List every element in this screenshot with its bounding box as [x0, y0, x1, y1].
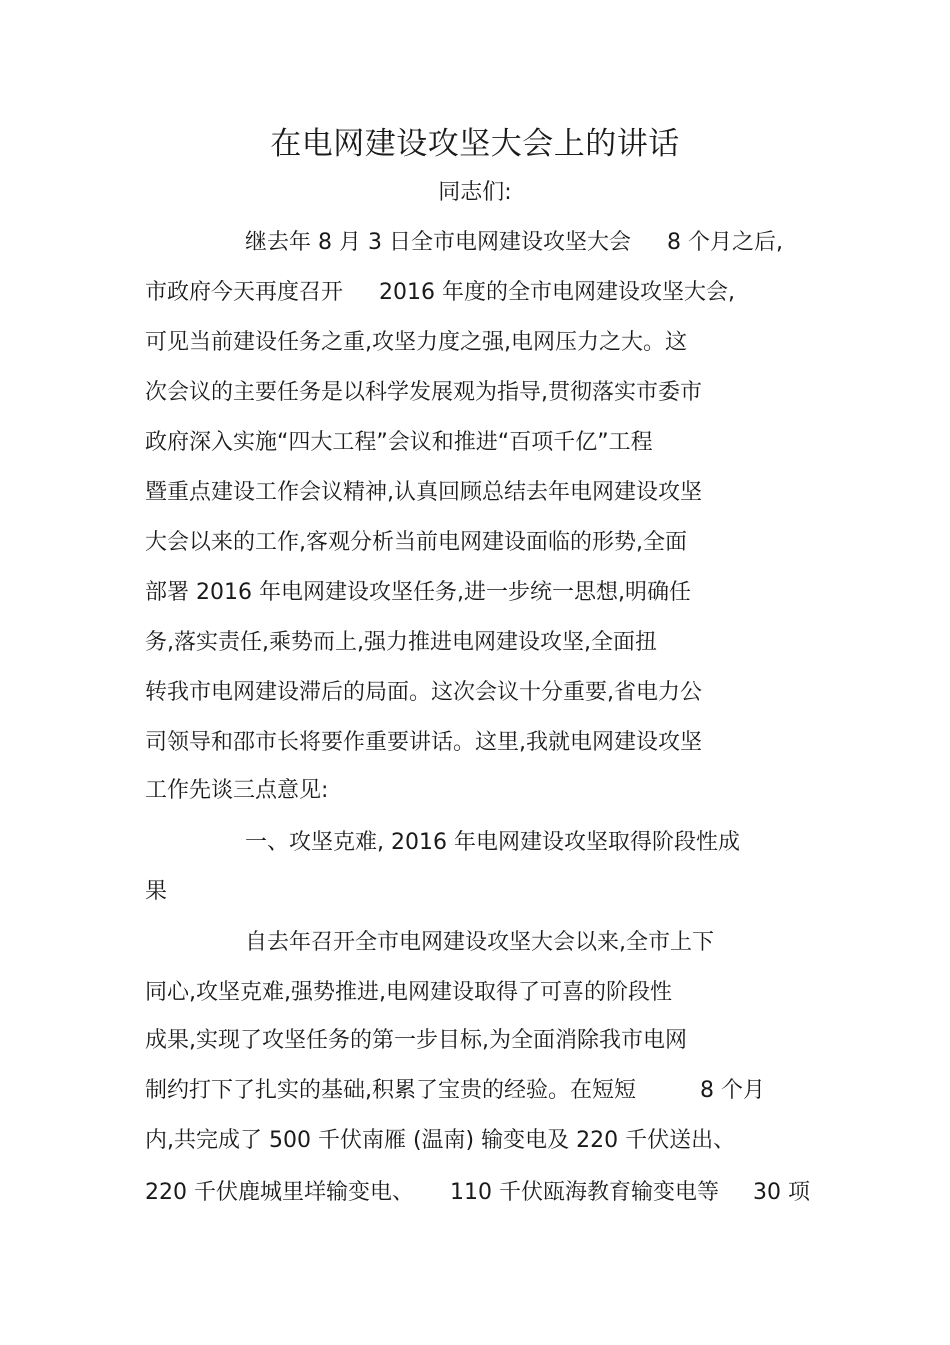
text-segment: 继去年 8 月 3 日全市电网建设攻坚大会 [245, 230, 631, 255]
document-title: 在电网建设攻坚大会上的讲话 [270, 126, 680, 162]
paragraph-line: 暨重点建设工作会议精神,认真回顾总结去年电网建设攻坚 [145, 480, 702, 505]
paragraph-line: 务,落实责任,乘势而上,强力推进电网建设攻坚,全面扭 [145, 630, 657, 655]
section-heading-continuation: 果 [145, 879, 168, 904]
text-segment: 市政府今天再度召开 [145, 280, 344, 305]
paragraph-line [145, 1178, 810, 1208]
paragraph-line: 大会以来的工作,客观分析当前电网建设面临的形势,全面 [145, 530, 687, 555]
text-segment: 8 个月 [700, 1078, 765, 1103]
paragraph-line: 自去年召开全市电网建设攻坚大会以来,全市上下 [245, 930, 714, 955]
salutation: 同志们: [438, 180, 512, 205]
text-segment: 110 千伏瓯海教育输变电等 [450, 1180, 719, 1205]
paragraph-line: 同心,攻坚克难,强势推进,电网建设取得了可喜的阶段性 [145, 980, 672, 1005]
paragraph-line [245, 228, 783, 258]
paragraph-line: 工作先谈三点意见: [145, 778, 329, 803]
paragraph-line: 司领导和邵市长将要作重要讲话。这里,我就电网建设攻坚 [145, 730, 702, 755]
paragraph-line: 转我市电网建设滞后的局面。这次会议十分重要,省电力公 [145, 680, 702, 705]
text-segment: 8 个月之后, [666, 230, 783, 255]
text-segment: 220 千伏鹿城里垟输变电、 [145, 1180, 414, 1205]
paragraph-line: 次会议的主要任务是以科学发展观为指导,贯彻落实市委市 [145, 380, 702, 405]
text-segment: 30 项 [753, 1180, 810, 1205]
paragraph-line: 内,共完成了 500 千伏南雁 (温南) 输变电及 220 千伏送出、 [145, 1128, 736, 1153]
paragraph-line: 政府深入实施“四大工程”会议和推进“百项千亿”工程 [145, 430, 653, 455]
paragraph-line [145, 278, 735, 308]
text-segment: 制约打下了扎实的基础,积累了宝贵的经验。在短短 [145, 1078, 636, 1103]
paragraph-line: 可见当前建设任务之重,攻坚力度之强,电网压力之大。这 [145, 330, 687, 355]
text-segment: 2016 年度的全市电网建设攻坚大会, [379, 280, 735, 305]
paragraph-line: 成果,实现了攻坚任务的第一步目标,为全面消除我市电网 [145, 1028, 687, 1053]
paragraph-line [145, 1076, 765, 1106]
paragraph-line: 部署 2016 年电网建设攻坚任务,进一步统一思想,明确任 [145, 580, 691, 605]
section-heading: 一、攻坚克难, 2016 年电网建设攻坚取得阶段性成 [245, 830, 740, 855]
